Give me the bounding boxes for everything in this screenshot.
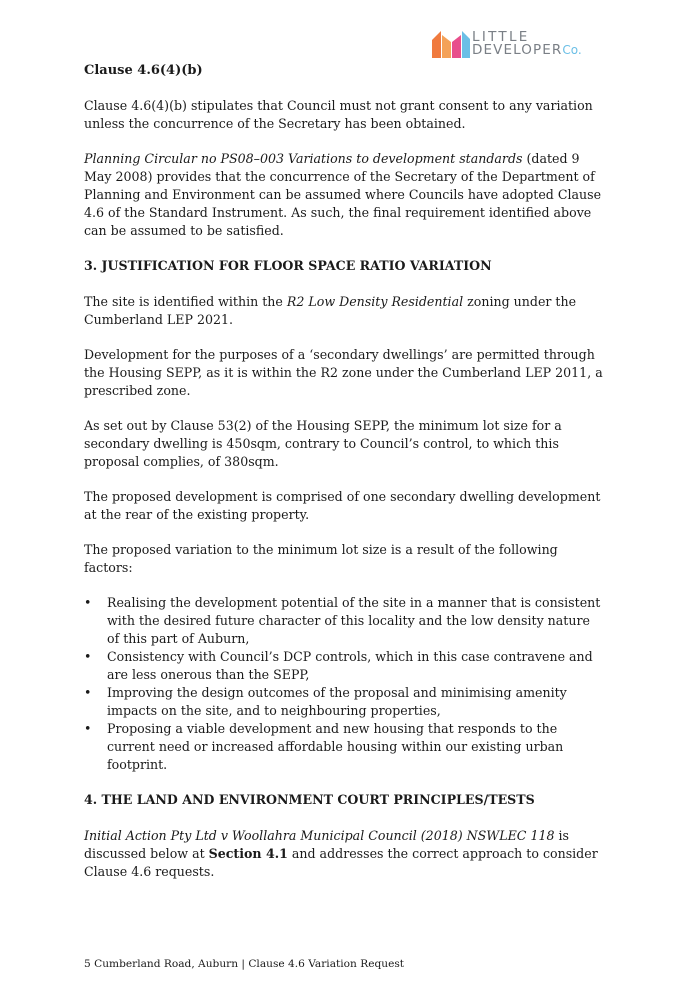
paragraph-secondary-dwellings: Development for the purposes of a ‘secondary dwellings’ are permitted through the Housing SEPP, as it is within the R2 zone under the Cumberland LEP 2011, a prescribed zone. — [84, 347, 603, 398]
logo-text-developer: DEVELOPER — [472, 42, 563, 58]
zoning-name: R2 Low Density Residential — [286, 294, 464, 309]
case-text-mid: is discussed below at — [84, 828, 569, 861]
logo-text-line1: LITTLE — [472, 29, 530, 45]
case-citation: Initial Action Pty Ltd v Woollahra Municipal Council (2018) NSWLEC 118 — [84, 828, 555, 843]
paragraph-variation-factors: The proposed variation to the minimum lot size is a result of the following factors: — [84, 542, 558, 575]
document-body — [84, 62, 604, 898]
logo-mark-icon — [432, 31, 470, 58]
logo-text-co: Co. — [562, 43, 582, 57]
page-footer: 5 Cumberland Road, Auburn | Clause 4.6 Variation Request — [84, 958, 405, 970]
paragraph-proposed-development: The proposed development is comprised of one secondary dwelling development at the rear of the existing property. — [84, 489, 601, 522]
list-item: • Consistency with Council’s DCP controls, which in this case contravene and are less onerous than the SEPP, — [84, 648, 604, 684]
paragraph-zoning — [84, 293, 604, 329]
list-item: • Improving the design outcomes of the proposal and minimising amenity impacts on the site, and to neighbouring properties, — [84, 684, 604, 720]
clause-heading: Clause 4.6(4)(b) — [84, 63, 203, 78]
planning-circular-text: (dated 9 May 2008) provides that the concurrence of the Secretary of the Department of Planning and Environment can be assumed where Councils have adopted Clause 4.6 of the Standard Instrument. As such, the final requirement identified above can be assumed to be satisfied. — [84, 151, 602, 238]
section-4-heading: 4. THE LAND AND ENVIRONMENT COURT PRINCIPLES/TESTS — [84, 792, 535, 807]
paragraph-initial-action — [84, 827, 604, 881]
section-3-heading: 3. JUSTIFICATION FOR FLOOR SPACE RATIO VARIATION — [84, 258, 492, 273]
case-text-after: and addresses the correct approach to consider Clause 4.6 requests. — [84, 846, 598, 879]
logo-text-line2 — [472, 43, 582, 57]
paragraph-planning-circular — [84, 150, 604, 240]
list-item: • Proposing a viable development and new housing that responds to the current need or increased affordable housing within our existing urban footprint. — [84, 720, 604, 774]
section-reference: Section 4.1 — [208, 846, 288, 861]
planning-circular-title: Planning Circular no PS08–003 Variations to development standards — [84, 151, 523, 166]
paragraph-lot-size: As set out by Clause 53(2) of the Housing SEPP, the minimum lot size for a secondary dwelling is 450sqm, contrary to Council’s control, to which this proposal complies, of 380sqm. — [84, 418, 562, 469]
factors-list — [84, 594, 604, 774]
list-item: • Realising the development potential of the site in a manner that is consistent with the desired future character of this locality and the low density nature of this part of Auburn, — [84, 594, 604, 648]
paragraph-concurrence: Clause 4.6(4)(b) stipulates that Council must not grant consent to any variation unless the concurrence of the Secretary has been obtained. — [84, 98, 593, 131]
zoning-text-after: zoning under the Cumberland LEP 2021. — [84, 294, 577, 327]
company-logo — [432, 26, 607, 62]
zoning-text-before: The site is identified within the — [84, 294, 287, 309]
